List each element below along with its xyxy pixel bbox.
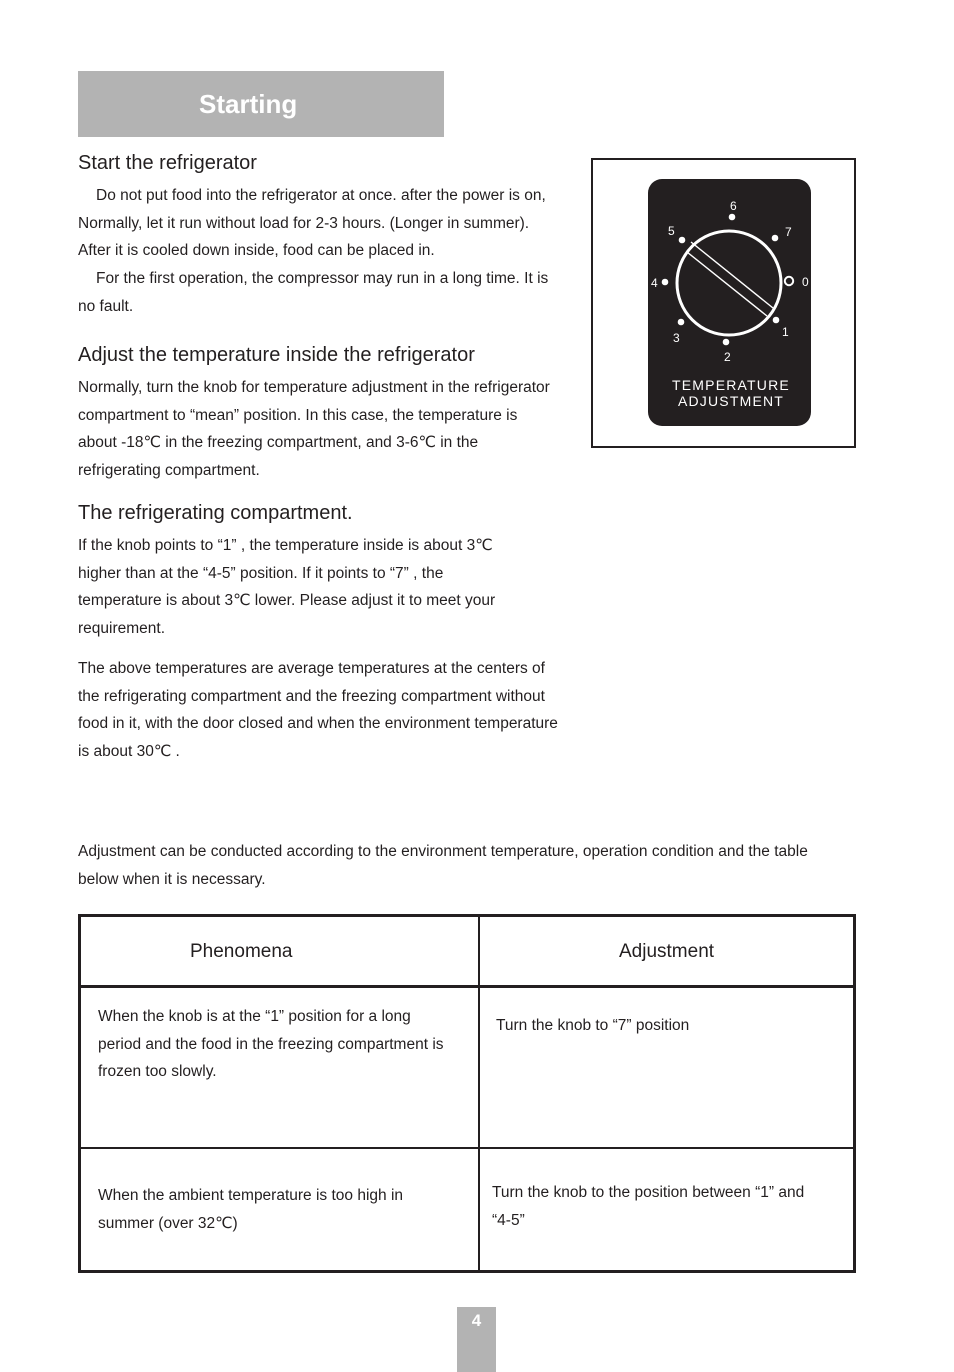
dial-number-6: 6 bbox=[730, 199, 737, 213]
cell-line: When the ambient temperature is too high in bbox=[98, 1187, 404, 1204]
text-line: The above temperatures are average temperatures at the centers of bbox=[78, 660, 545, 677]
table-divider-vertical bbox=[478, 917, 480, 1270]
text-line: requirement. bbox=[78, 620, 166, 638]
table-divider-horizontal bbox=[81, 985, 853, 988]
dial-number-4: 4 bbox=[651, 276, 658, 290]
paragraph-adjust bbox=[78, 374, 550, 485]
paragraph-start bbox=[78, 182, 548, 321]
paragraph-note bbox=[78, 655, 558, 766]
dial-dot-7 bbox=[772, 235, 779, 242]
text-line: For the first operation, the compressor may run in a long time. It is bbox=[96, 270, 549, 288]
paragraph-intro bbox=[78, 838, 808, 893]
dial-number-1: 1 bbox=[782, 325, 789, 339]
dial-label-line1: TEMPERATURE bbox=[672, 377, 790, 393]
heading-start-refrigerator: Start the refrigerator bbox=[78, 152, 257, 174]
temperature-dial-figure bbox=[591, 158, 856, 448]
text-line: After it is cooled down inside, food can be placed in. bbox=[78, 242, 435, 260]
table-header-adjustment: Adjustment bbox=[619, 941, 715, 962]
dial-number-5: 5 bbox=[668, 224, 675, 238]
paragraph-refrigerating bbox=[78, 532, 495, 643]
cell-line: When the knob is at the “1” position for a long bbox=[98, 1008, 411, 1025]
temperature-dial-drawing bbox=[593, 160, 854, 446]
dial-dot-2 bbox=[723, 339, 730, 346]
text-line: Normally, turn the knob for temperature adjustment in the refrigerator bbox=[78, 379, 550, 396]
dial-label-line2: ADJUSTMENT bbox=[677, 393, 785, 409]
section-title: Starting bbox=[199, 89, 298, 119]
cell-line: “4-5” bbox=[492, 1211, 525, 1229]
section-header-bar bbox=[78, 71, 444, 137]
dial-dot-3 bbox=[678, 319, 685, 326]
table-header-phenomena: Phenomena bbox=[190, 941, 293, 962]
heading-refrigerating-compartment: The refrigerating compartment. bbox=[78, 502, 353, 524]
text-line: about -18℃ in the freezing compartment, and 3-6℃ in the bbox=[78, 434, 479, 452]
text-line: refrigerating compartment. bbox=[78, 462, 260, 480]
dial-number-0: 0 bbox=[802, 275, 809, 289]
table-cell-phenomena bbox=[98, 1182, 403, 1237]
dial-dot-1 bbox=[773, 317, 780, 324]
table-cell-phenomena bbox=[98, 1003, 444, 1086]
dial-dot-6 bbox=[729, 214, 736, 221]
text-line: If the knob points to “1” , the temperature inside is about 3℃ bbox=[78, 537, 493, 554]
dial-dot-5 bbox=[679, 237, 686, 244]
cell-line: Turn the knob to “7” position bbox=[496, 1017, 690, 1034]
cell-line: frozen too slowly. bbox=[98, 1063, 217, 1081]
text-line: temperature is about 3℃ lower. Please adjust it to meet your bbox=[78, 592, 496, 610]
table-cell-adjustment bbox=[496, 1012, 689, 1040]
table-divider-horizontal bbox=[81, 1147, 853, 1149]
text-line: below when it is necessary. bbox=[78, 870, 266, 888]
text-line: food in it, with the door closed and when the environment temperature bbox=[78, 715, 558, 733]
dial-dot-4 bbox=[662, 279, 669, 286]
dial-number-7: 7 bbox=[785, 225, 792, 239]
cell-line: summer (over 32℃) bbox=[98, 1214, 238, 1232]
table-cell-adjustment bbox=[492, 1179, 804, 1234]
cell-line: Turn the knob to the position between “1” and bbox=[492, 1184, 805, 1201]
text-line: Adjustment can be conducted according to the environment temperature, operation condition and the table bbox=[78, 843, 808, 860]
dial-number-2: 2 bbox=[724, 350, 731, 364]
text-line: the refrigerating compartment and the freezing compartment without bbox=[78, 687, 545, 705]
text-line: higher than at the “4-5” position. If it points to “7” , the bbox=[78, 564, 444, 582]
dial-number-3: 3 bbox=[673, 331, 680, 345]
adjustment-table bbox=[78, 914, 856, 1273]
text-line: Do not put food into the refrigerator at once. after the power is on, bbox=[96, 187, 546, 204]
text-line: is about 30℃ . bbox=[78, 743, 180, 761]
text-line: Normally, let it run without load for 2-3 hours. (Longer in summer). bbox=[78, 214, 530, 232]
page-number: 4 bbox=[457, 1307, 496, 1372]
text-line: no fault. bbox=[78, 297, 134, 315]
heading-adjust-temperature: Adjust the temperature inside the refrigerator bbox=[78, 344, 475, 366]
cell-line: period and the food in the freezing compartment is bbox=[98, 1035, 444, 1053]
text-line: compartment to “mean” position. In this case, the temperature is bbox=[78, 406, 518, 424]
